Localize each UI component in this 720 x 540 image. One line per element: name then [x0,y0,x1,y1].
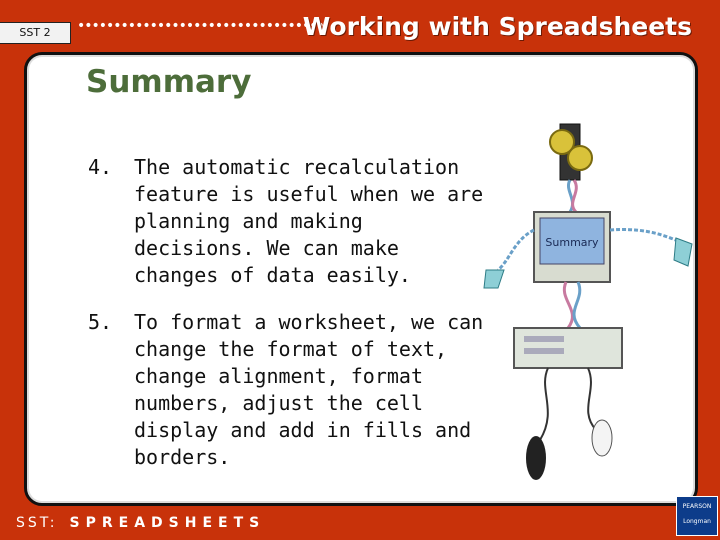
robot-hand-left-icon [484,270,504,288]
robot-illustration [478,120,708,492]
publisher-logo-line1: PEARSON [682,503,712,510]
publisher-logo-line2: Longman [683,518,711,525]
item-number: 5. [88,310,113,334]
header-dot-leader: •••••••••••••••••••••••••••••••••• [77,18,324,34]
item-text: To format a worksheet, we can change the format of text, change alignment, format numbers, adjust the cell display and add in fills and borders. [134,310,484,469]
page-header-title: Working with Spreadsheets [302,12,692,41]
footer-course: SST: [16,515,58,531]
slide-title: Summary [86,64,252,100]
robot-foot-mouse-icon [592,420,612,456]
robot-hand-right-icon [674,238,692,266]
footer-label [16,515,265,531]
summary-item [88,309,488,471]
publisher-logo [676,496,718,536]
robot-eye-right-icon [568,146,592,170]
item-text: The automatic recalculation feature is useful when we are planning and making decisions. We can make changes of data easily. [134,155,484,287]
item-number: 4. [88,155,113,179]
robot-foot-mouse-icon [526,436,546,480]
robot-screen-label: Summary [545,236,599,249]
summary-item [88,154,488,289]
chapter-badge: SST 2 [0,22,71,44]
footer-subject: SPREADSHEETS [69,515,266,531]
